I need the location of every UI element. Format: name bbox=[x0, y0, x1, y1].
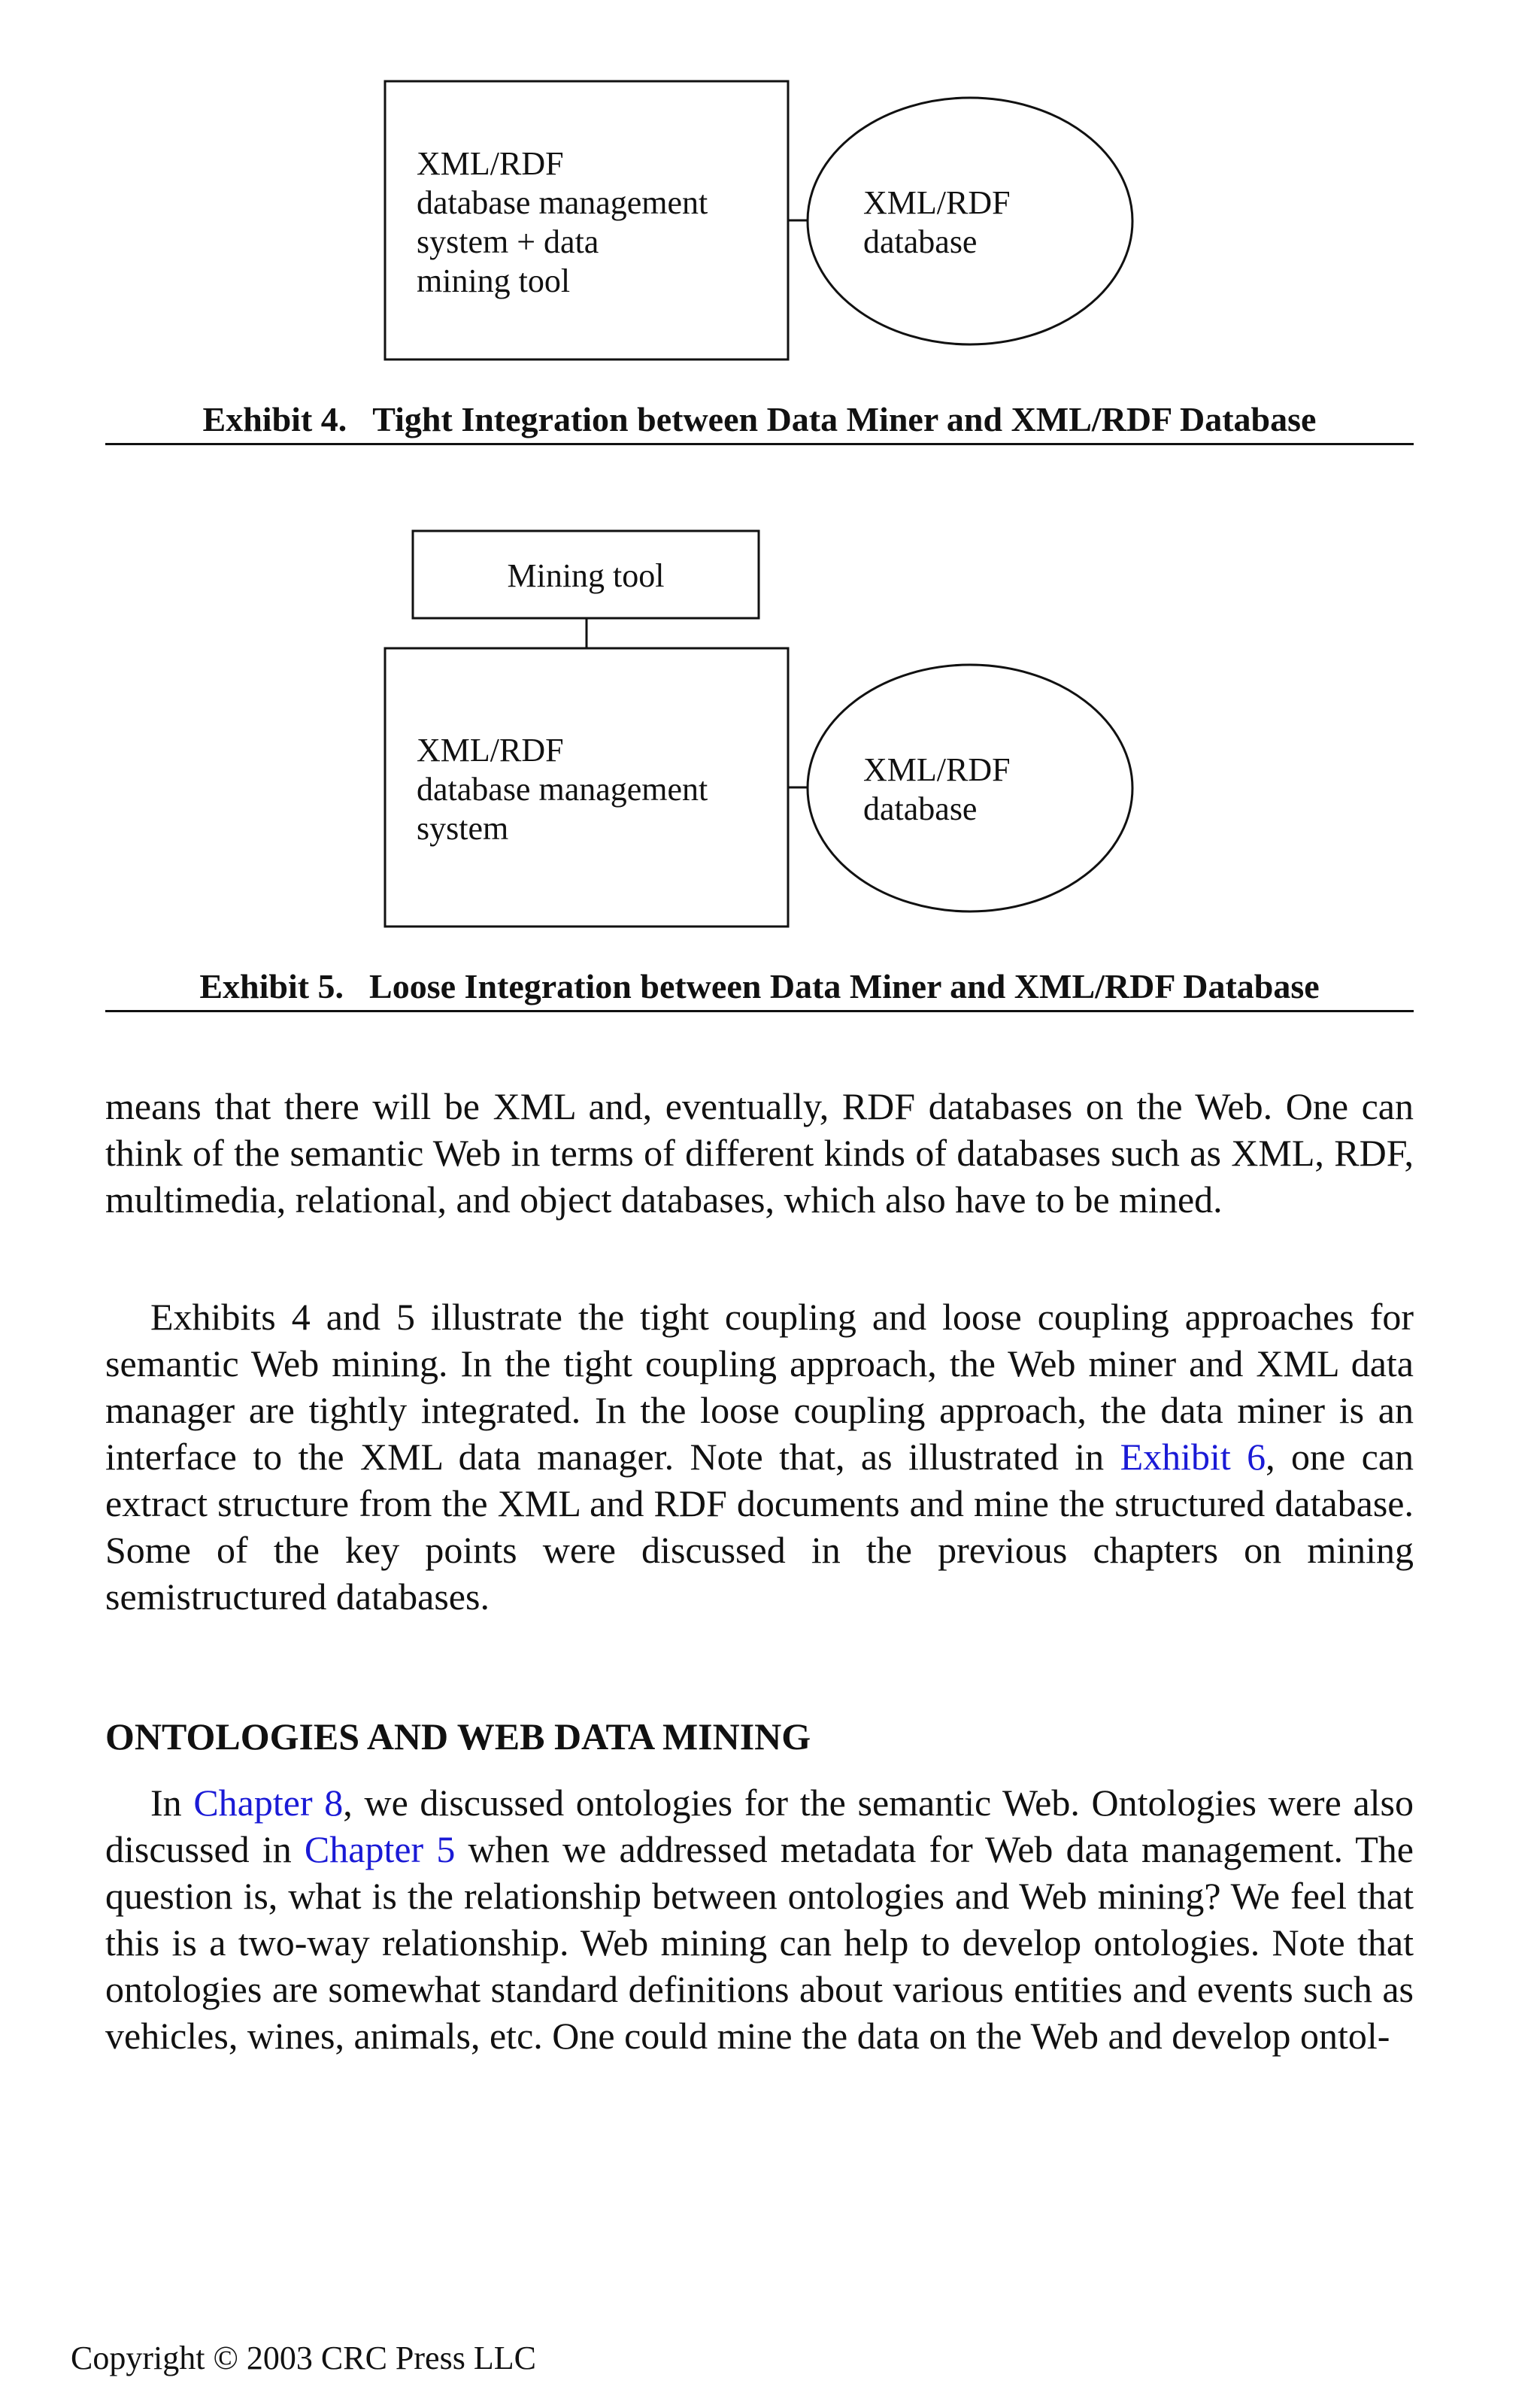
exhibit-5-caption bbox=[105, 964, 1414, 1009]
paragraph-2-text-a: Exhibits 4 and 5 illustrate the tight coupling and loose coupling approaches for semantic Web mining. In the tight coupling approach, the Web miner and XML data manager are tightly integrated. In the loose coupling approach, the data miner is an interface to the XML data manager. Note that, as illustrated in bbox=[105, 1296, 1414, 1478]
exhibit-5-box-line-3: system bbox=[417, 810, 509, 847]
paragraph-3-text-a: In bbox=[150, 1782, 194, 1824]
exhibit-4-rule bbox=[105, 443, 1414, 445]
exhibit-4-caption-label: Exhibit 4. bbox=[202, 400, 347, 438]
paragraph-2-text-b: , one can extract structure from the XML and RDF documents and mine the structured database. Some of the key points were discussed in the previous chapters on mining semistructured databases. bbox=[105, 1436, 1414, 1618]
paragraph-2 bbox=[105, 1293, 1414, 1620]
exhibit-4-database-ellipse bbox=[808, 98, 1132, 344]
paragraph-1: means that there will be XML and, eventually, RDF databases on the Web. One can think of the semantic Web in terms of different kinds of databases such as XML, RDF, multimedia, relational, and object databases, which also have to be mined. bbox=[105, 1085, 1414, 1221]
exhibit-4-box-line-3: system + data bbox=[417, 223, 599, 260]
paragraph-3 bbox=[105, 1779, 1414, 2059]
exhibit-6-link[interactable]: Exhibit 6 bbox=[1120, 1436, 1266, 1478]
chapter-8-link[interactable]: Chapter 8 bbox=[193, 1782, 344, 1824]
exhibit-5-box-line-1: XML/RDF bbox=[417, 732, 564, 769]
exhibit-5-caption-label: Exhibit 5. bbox=[199, 967, 344, 1005]
chapter-5-link[interactable]: Chapter 5 bbox=[304, 1828, 456, 1870]
exhibit-5-caption-title: Loose Integration between Data Miner and XML/RDF Database bbox=[369, 967, 1320, 1005]
exhibit-4-box-line-4: mining tool bbox=[417, 262, 571, 299]
copyright-footer: Copyright © 2003 CRC Press LLC bbox=[71, 2340, 536, 2376]
exhibit-4-caption bbox=[105, 397, 1414, 442]
section-heading: ONTOLOGIES AND WEB DATA MINING bbox=[105, 1715, 811, 1757]
exhibit-4-box-line-1: XML/RDF bbox=[417, 145, 564, 182]
exhibit-4-caption-title: Tight Integration between Data Miner and XML/RDF Database bbox=[372, 400, 1317, 438]
paragraph-3-text-c: when we addressed metadata for Web data management. The question is, what is the relationship between ontologies and Web mining? We feel that this is a two-way relationship. Web mining can help to develop ontologies. Note that ontologies are somewhat standard definitions about various entities and events such as vehicles, wines, animals, etc. One could mine the data on the Web and develop ontol- bbox=[105, 1828, 1414, 2057]
exhibit-5-box-line-2: database management bbox=[417, 771, 708, 808]
exhibit-5-database-ellipse bbox=[808, 665, 1132, 911]
exhibit-4-box-line-2: database management bbox=[417, 184, 708, 221]
exhibit-4-db-line-1: XML/RDF bbox=[863, 184, 1011, 221]
exhibit-5-mining-tool-label: Mining tool bbox=[507, 557, 665, 594]
exhibit-5-db-line-1: XML/RDF bbox=[863, 751, 1011, 788]
exhibit-4-db-line-2: database bbox=[863, 223, 978, 260]
exhibit-5-rule bbox=[105, 1010, 1414, 1012]
exhibit-5-db-line-2: database bbox=[863, 790, 978, 827]
exhibit-4-diagram bbox=[0, 68, 1540, 384]
exhibit-5-diagram bbox=[0, 519, 1540, 955]
paragraph-3-text-b: , we discussed ontologies for the semantic Web. Ontologies were also discussed in bbox=[105, 1782, 1414, 1870]
